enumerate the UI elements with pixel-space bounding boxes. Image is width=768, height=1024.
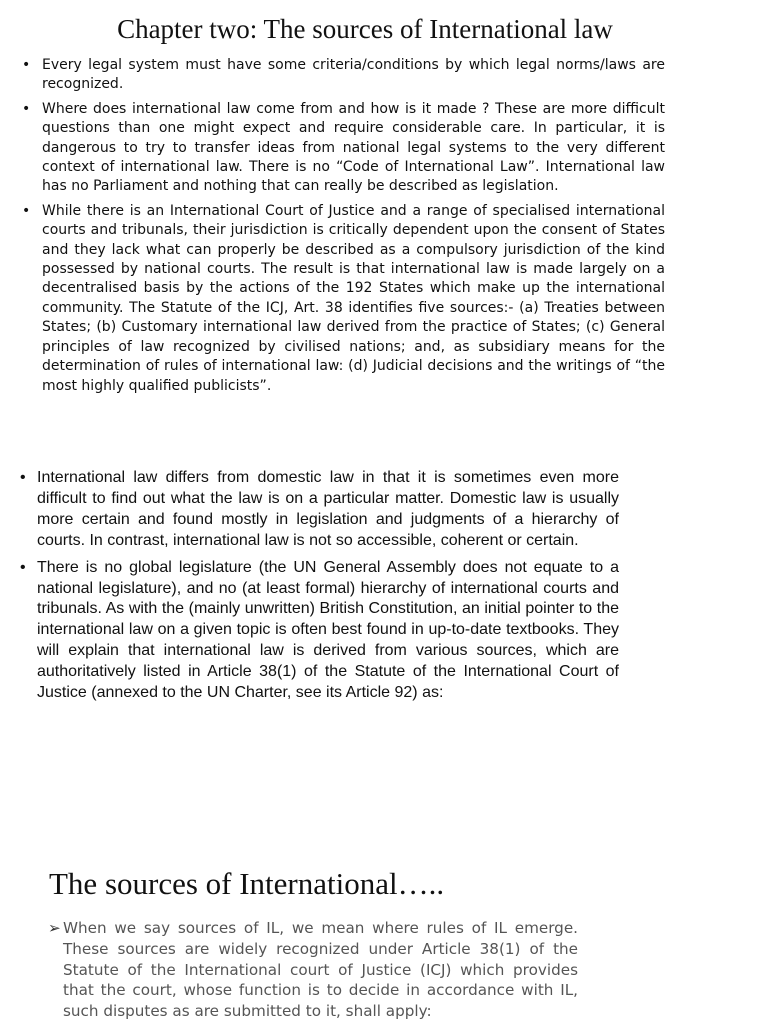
list-item <box>48 918 578 1022</box>
bullet-icon: • <box>22 202 31 219</box>
list-item <box>22 56 665 95</box>
list-item-text: Every legal system must have some criteria/conditions by which legal norms/laws are recognized. <box>42 57 665 93</box>
bullet-icon: • <box>22 100 31 117</box>
slide3-bullet-list <box>48 918 578 1022</box>
list-item-text: There is no global legislature (the UN General Assembly does not equate to a national legislature), and no (at least formal) hierarchy of international courts and tribunals. As with the (mainly unwritten) British Constitution, an initial pointer to the international law on a given topic is often best found in up-to-date textbooks. They will explain that international law is derived from various sources, which are authoritatively listed in Article 38(1) of the Statute of the International Court of Justice (annexed to the UN Charter, see its Article 92) as: <box>37 558 619 702</box>
bullet-icon: • <box>20 469 26 486</box>
list-item-text: While there is an International Court of Justice and a range of specialised international courts and tribunals, their jurisdiction is critically dependent upon the consent of States and they lack what can properly be described as a compulsory jurisdiction of the kind possessed by national courts. The result is that international law is made largely on a decentralised basis by the actions of the 192 States which make up the international community. The Statute of the ICJ, Art. 38 identifies five sources:- (a) Treaties between States; (b) Customary international law derived from the practice of States; (c) General principles of law recognized by civilised nations; and, as subsidiary means for the determination of rules of international law: (d) Judicial decisions and the writings of “the most highly qualified publicists”. <box>42 202 665 394</box>
list-item <box>20 468 619 552</box>
bullet-icon: • <box>22 57 31 73</box>
list-item-text: When we say sources of IL, we mean where rules of IL emerge. These sources are widely recognized under Article 38(1) of the Statute of the International court of Justice (ICJ) which provides that the court, whose function is to decide in accordance with IL, such disputes as are submitted to it, shall apply: <box>63 919 578 1021</box>
list-item-text: Where does international law come from and how is it made ? These are more difficult questions than one might expect and require considerable care. In particular, it is dangerous to try to transfer ideas from national legal systems to the very different context of international law. There is no “Code of International Law”. International law has no Parliament and nothing that can really be described as legislation. <box>42 100 665 195</box>
chapter-title: Chapter two: The sources of International law <box>117 14 613 44</box>
slide1-bullet-list <box>22 56 665 401</box>
slide2-bullet-list <box>20 468 619 710</box>
list-item-text: International law differs from domestic law in that it is sometimes even more difficult to find out what the law is on a particular matter. Domestic law is usually more certain and found mostly in legislation and judgments of a hierarchy of courts. In contrast, international law is not so accessible, coherent or certain. <box>37 469 619 549</box>
list-item <box>22 202 665 396</box>
arrow-bullet-icon: ➢ <box>48 919 61 937</box>
list-item <box>20 558 619 704</box>
bullet-icon: • <box>20 558 26 576</box>
sources-title: The sources of International….. <box>49 866 445 901</box>
list-item <box>22 100 665 197</box>
